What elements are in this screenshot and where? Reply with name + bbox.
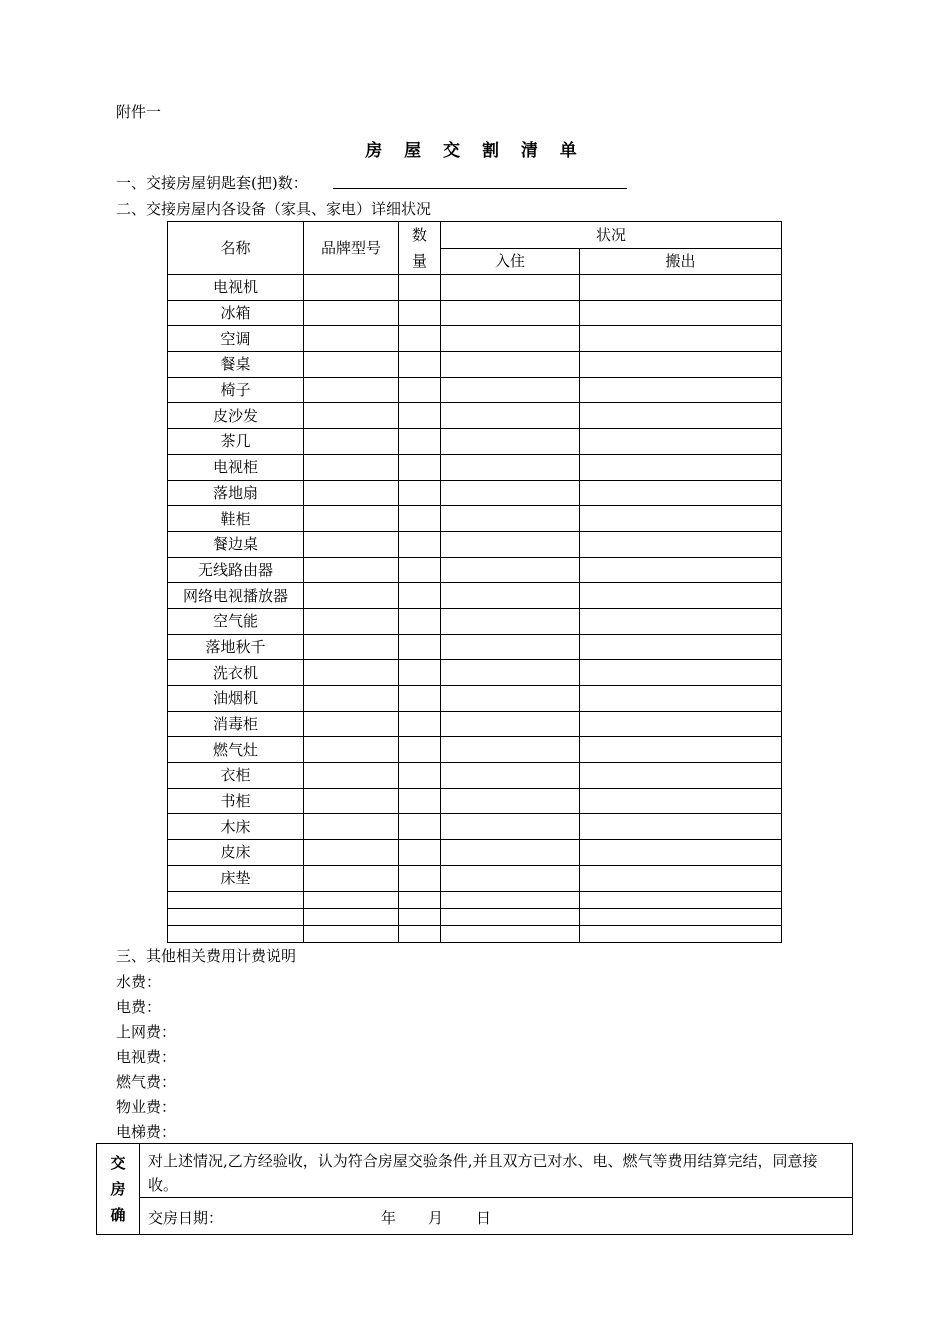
item-name: 电视柜: [168, 454, 304, 480]
quantity-cell[interactable]: [399, 814, 441, 840]
brand-cell[interactable]: [304, 377, 399, 403]
table-row: [168, 454, 782, 480]
move-in-cell[interactable]: [441, 300, 580, 326]
keys-count-label: 一、交接房屋钥匙套(把)数：: [116, 174, 308, 192]
move-out-cell[interactable]: [580, 429, 782, 455]
blank-cell[interactable]: [168, 908, 304, 925]
quantity-cell[interactable]: [399, 737, 441, 763]
header-quantity: [399, 222, 441, 275]
blank-cell[interactable]: [441, 908, 580, 925]
table-row: [168, 737, 782, 763]
fee-item: 燃气费：: [116, 1073, 177, 1091]
item-name: 木床: [168, 814, 304, 840]
item-name: 落地扇: [168, 480, 304, 506]
blank-cell[interactable]: [304, 908, 399, 925]
quantity-cell[interactable]: [399, 429, 441, 455]
move-in-cell[interactable]: [441, 814, 580, 840]
brand-cell[interactable]: [304, 865, 399, 891]
border-extension: [96, 1230, 97, 1233]
blank-cell[interactable]: [580, 908, 782, 925]
table-row: [168, 403, 782, 429]
brand-cell[interactable]: [304, 686, 399, 712]
brand-cell[interactable]: [304, 429, 399, 455]
brand-cell[interactable]: [304, 531, 399, 557]
move-in-cell[interactable]: [441, 557, 580, 583]
table-row: [168, 763, 782, 789]
quantity-cell[interactable]: [399, 352, 441, 378]
move-out-cell[interactable]: [580, 557, 782, 583]
quantity-cell[interactable]: [399, 403, 441, 429]
item-name: 洗衣机: [168, 660, 304, 686]
item-name: 落地秋千: [168, 634, 304, 660]
quantity-cell[interactable]: [399, 480, 441, 506]
brand-cell[interactable]: [304, 454, 399, 480]
page-title: 房 屋 交 割 清 单: [365, 141, 585, 161]
item-name: 餐边桌: [168, 531, 304, 557]
quantity-cell[interactable]: [399, 763, 441, 789]
brand-cell[interactable]: [304, 583, 399, 609]
quantity-cell[interactable]: [399, 788, 441, 814]
blank-cell[interactable]: [168, 925, 304, 942]
move-in-cell[interactable]: [441, 480, 580, 506]
header-brand: 品牌型号: [304, 222, 399, 275]
item-name: 衣柜: [168, 763, 304, 789]
move-in-cell[interactable]: [441, 840, 580, 866]
header-move-out: 搬出: [580, 248, 782, 275]
handover-confirmation: [96, 1143, 853, 1235]
item-name: 书柜: [168, 788, 304, 814]
quantity-cell[interactable]: [399, 711, 441, 737]
move-out-cell[interactable]: [580, 737, 782, 763]
move-out-cell[interactable]: [580, 865, 782, 891]
item-name: 皮沙发: [168, 403, 304, 429]
quantity-cell[interactable]: [399, 608, 441, 634]
move-in-cell[interactable]: [441, 711, 580, 737]
move-out-cell[interactable]: [580, 454, 782, 480]
table-row: [168, 275, 782, 301]
date-year: 年: [381, 1209, 397, 1227]
table-row: [168, 711, 782, 737]
quantity-cell[interactable]: [399, 634, 441, 660]
header-name: 名称: [168, 222, 304, 275]
table-row: [168, 608, 782, 634]
brand-cell[interactable]: [304, 788, 399, 814]
brand-cell[interactable]: [304, 763, 399, 789]
brand-cell[interactable]: [304, 300, 399, 326]
move-in-cell[interactable]: [441, 763, 580, 789]
quantity-cell[interactable]: [399, 557, 441, 583]
move-out-cell[interactable]: [580, 352, 782, 378]
item-name: 电视机: [168, 275, 304, 301]
move-out-cell[interactable]: [580, 763, 782, 789]
date-day: 日: [476, 1209, 492, 1227]
handover-date-row: [140, 1198, 853, 1235]
table-row: [168, 429, 782, 455]
item-name: 空气能: [168, 608, 304, 634]
quantity-cell[interactable]: [399, 506, 441, 532]
handover-date-label: 交房日期：: [148, 1209, 224, 1227]
item-name: 燃气灶: [168, 737, 304, 763]
move-in-cell[interactable]: [441, 531, 580, 557]
move-out-cell[interactable]: [580, 660, 782, 686]
move-out-cell[interactable]: [580, 480, 782, 506]
move-in-cell[interactable]: [441, 865, 580, 891]
table-row: [168, 865, 782, 891]
brand-cell[interactable]: [304, 608, 399, 634]
move-in-cell[interactable]: [441, 686, 580, 712]
brand-cell[interactable]: [304, 737, 399, 763]
equipment-section-label: 二、交接房屋内各设备（家具、家电）详细状况: [116, 200, 432, 218]
move-in-cell[interactable]: [441, 788, 580, 814]
item-name: 床垫: [168, 865, 304, 891]
brand-cell[interactable]: [304, 275, 399, 301]
blank-cell[interactable]: [168, 891, 304, 908]
quantity-cell[interactable]: [399, 583, 441, 609]
move-in-cell[interactable]: [441, 326, 580, 352]
confirmation-side-label: [97, 1144, 140, 1235]
blank-cell[interactable]: [304, 925, 399, 942]
blank-cell[interactable]: [399, 908, 441, 925]
blank-cell[interactable]: [399, 925, 441, 942]
item-name: 茶几: [168, 429, 304, 455]
move-in-cell[interactable]: [441, 506, 580, 532]
date-month: 月: [428, 1209, 444, 1227]
move-out-cell[interactable]: [580, 608, 782, 634]
brand-cell[interactable]: [304, 711, 399, 737]
fee-item: 物业费：: [116, 1098, 177, 1116]
move-in-cell[interactable]: [441, 403, 580, 429]
quantity-cell[interactable]: [399, 865, 441, 891]
move-in-cell[interactable]: [441, 429, 580, 455]
quantity-cell[interactable]: [399, 686, 441, 712]
table-row: [168, 506, 782, 532]
table-row: [168, 531, 782, 557]
brand-cell[interactable]: [304, 352, 399, 378]
move-in-cell[interactable]: [441, 377, 580, 403]
table-row: [168, 660, 782, 686]
move-out-cell[interactable]: [580, 686, 782, 712]
blank-row: [168, 891, 782, 908]
move-out-cell[interactable]: [580, 506, 782, 532]
item-name: 冰箱: [168, 300, 304, 326]
brand-cell[interactable]: [304, 814, 399, 840]
brand-cell[interactable]: [304, 660, 399, 686]
move-in-cell[interactable]: [441, 608, 580, 634]
move-in-cell[interactable]: [441, 634, 580, 660]
move-in-cell[interactable]: [441, 454, 580, 480]
blank-row: [168, 925, 782, 942]
move-out-cell[interactable]: [580, 788, 782, 814]
table-row: [168, 686, 782, 712]
side-char-3: 确: [110, 1206, 126, 1224]
fee-item: 电费：: [116, 998, 162, 1016]
item-name: 油烟机: [168, 686, 304, 712]
move-out-cell[interactable]: [580, 377, 782, 403]
table-row: [168, 634, 782, 660]
confirmation-statement: 对上述情况,乙方经验收，认为符合房屋交验条件,并且双方已对水、电、燃气等费用结算完结，同意接收。: [140, 1144, 853, 1198]
move-out-cell[interactable]: [580, 634, 782, 660]
table-row: [168, 583, 782, 609]
side-char-2: 房: [110, 1180, 126, 1198]
move-out-cell[interactable]: [580, 840, 782, 866]
fee-item: 电梯费：: [116, 1123, 177, 1141]
item-name: 椅子: [168, 377, 304, 403]
move-in-cell[interactable]: [441, 275, 580, 301]
item-name: 皮床: [168, 840, 304, 866]
brand-cell[interactable]: [304, 506, 399, 532]
blank-cell[interactable]: [441, 925, 580, 942]
quantity-cell[interactable]: [399, 454, 441, 480]
header-status: 状况: [441, 222, 782, 249]
move-out-cell[interactable]: [580, 711, 782, 737]
quantity-cell[interactable]: [399, 326, 441, 352]
blank-cell[interactable]: [304, 891, 399, 908]
attachment-label: 附件一: [116, 103, 162, 121]
move-out-cell[interactable]: [580, 531, 782, 557]
move-in-cell[interactable]: [441, 583, 580, 609]
table-row: [168, 300, 782, 326]
keys-count-field[interactable]: [333, 188, 627, 189]
header-move-in: 入住: [441, 248, 580, 275]
table-row: [168, 326, 782, 352]
move-in-cell[interactable]: [441, 352, 580, 378]
equipment-table: [167, 221, 782, 943]
item-name: 网络电视播放器: [168, 583, 304, 609]
quantity-cell[interactable]: [399, 275, 441, 301]
blank-cell[interactable]: [580, 891, 782, 908]
quantity-cell[interactable]: [399, 377, 441, 403]
item-name: 消毒柜: [168, 711, 304, 737]
blank-cell[interactable]: [441, 891, 580, 908]
table-row: [168, 788, 782, 814]
move-in-cell[interactable]: [441, 660, 580, 686]
fee-item: 水费：: [116, 973, 162, 991]
item-name: 无线路由器: [168, 557, 304, 583]
fees-section-label: 三、其他相关费用计费说明: [116, 947, 297, 965]
table-row: [168, 377, 782, 403]
header-quantity-line1: 数: [411, 226, 427, 244]
quantity-cell[interactable]: [399, 840, 441, 866]
table-row: [168, 480, 782, 506]
blank-cell[interactable]: [580, 925, 782, 942]
move-out-cell[interactable]: [580, 583, 782, 609]
quantity-cell[interactable]: [399, 660, 441, 686]
brand-cell[interactable]: [304, 480, 399, 506]
quantity-cell[interactable]: [399, 300, 441, 326]
item-name: 餐桌: [168, 352, 304, 378]
move-out-cell[interactable]: [580, 403, 782, 429]
brand-cell[interactable]: [304, 403, 399, 429]
header-quantity-line2: 量: [411, 252, 427, 270]
item-name: 空调: [168, 326, 304, 352]
move-out-cell[interactable]: [580, 814, 782, 840]
fee-item: 电视费：: [116, 1048, 177, 1066]
move-out-cell[interactable]: [580, 326, 782, 352]
quantity-cell[interactable]: [399, 531, 441, 557]
item-name: 鞋柜: [168, 506, 304, 532]
brand-cell[interactable]: [304, 326, 399, 352]
side-char-1: 交: [110, 1154, 126, 1172]
brand-cell[interactable]: [304, 634, 399, 660]
move-out-cell[interactable]: [580, 300, 782, 326]
table-row: [168, 352, 782, 378]
move-out-cell[interactable]: [580, 275, 782, 301]
brand-cell[interactable]: [304, 557, 399, 583]
table-row: [168, 557, 782, 583]
move-in-cell[interactable]: [441, 737, 580, 763]
blank-row: [168, 908, 782, 925]
fee-item: 上网费：: [116, 1023, 177, 1041]
brand-cell[interactable]: [304, 840, 399, 866]
table-row: [168, 814, 782, 840]
table-row: [168, 840, 782, 866]
blank-cell[interactable]: [399, 891, 441, 908]
